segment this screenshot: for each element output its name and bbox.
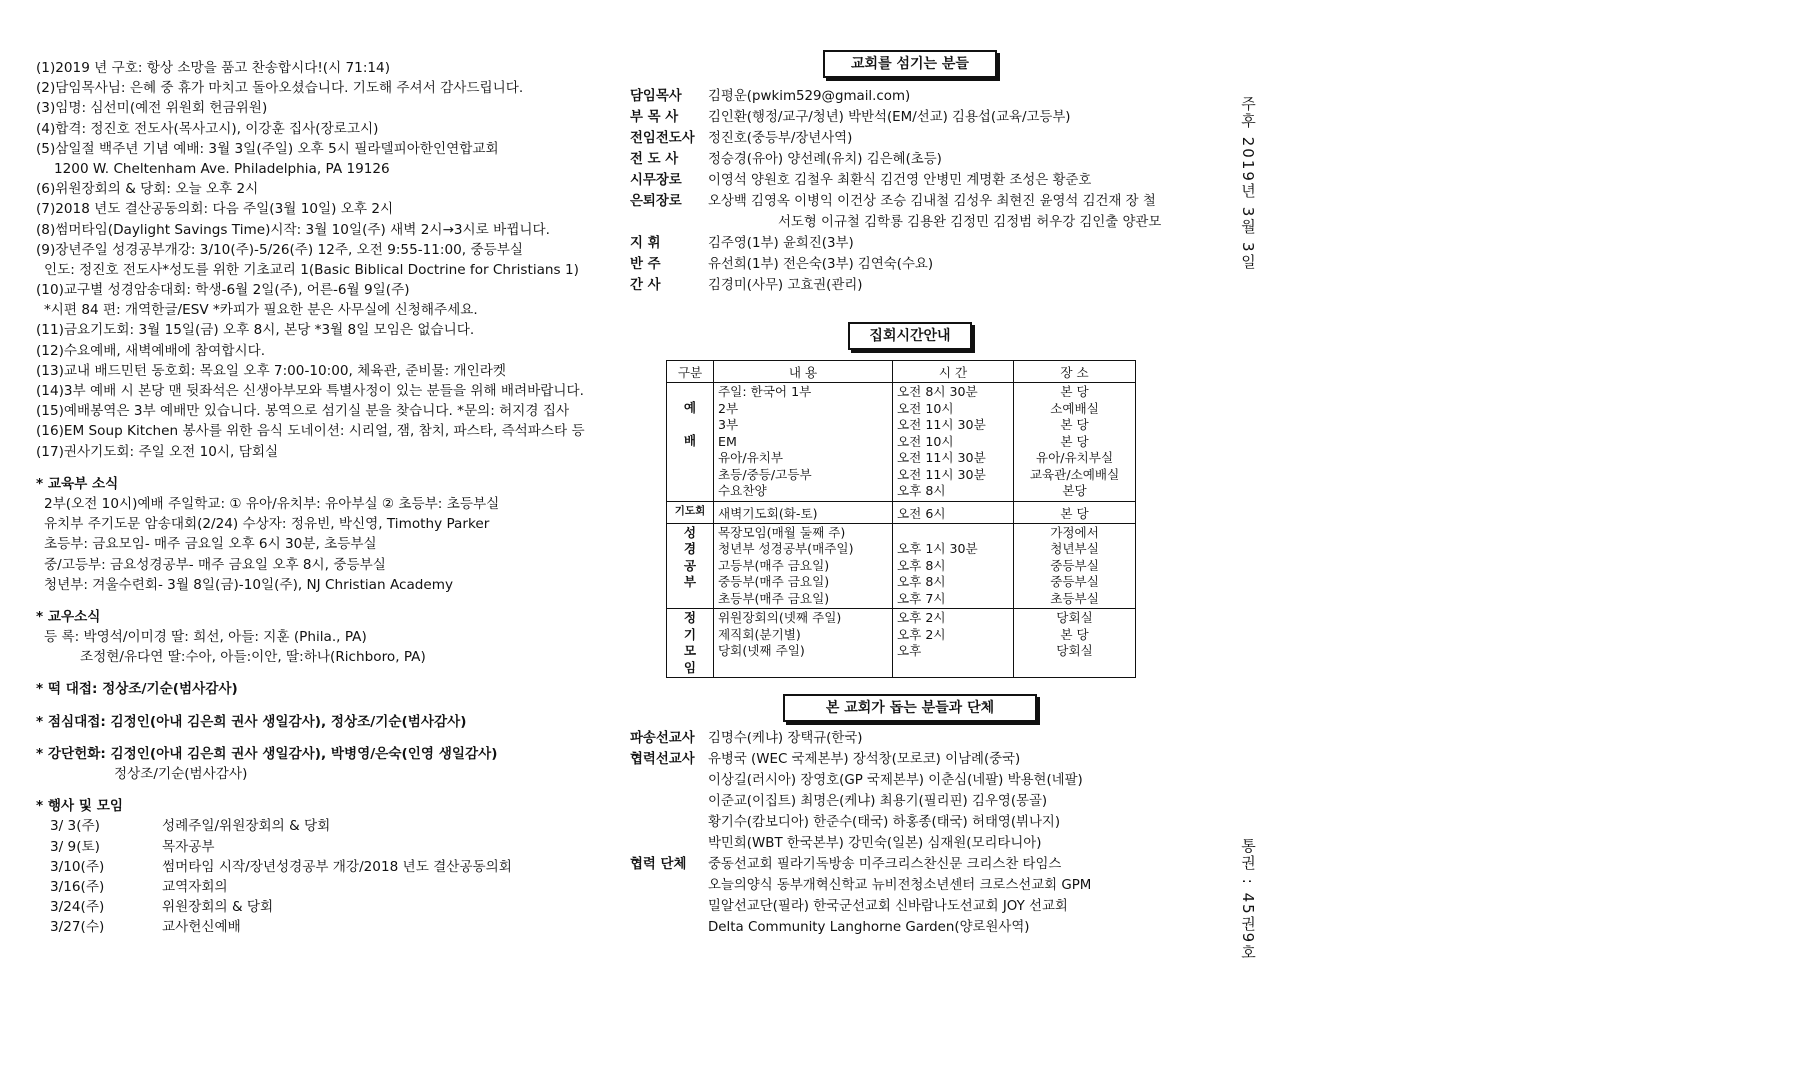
schedule-header-time: 시 간	[893, 361, 1014, 383]
education-item: 유치부 주기도문 암송대회(2/24) 수상자: 정유빈, 박신영, Timothy Parker	[44, 516, 490, 533]
study-content	[714, 523, 893, 609]
org-label	[630, 875, 708, 896]
worship-place-line: 본당	[1062, 483, 1087, 498]
coop-value: 이준교(이집트) 최명은(케냐) 최용기(필리핀) 김우영(몽골)	[708, 794, 1048, 809]
announcements-column	[36, 58, 616, 938]
events-heading: * 행사 및 모임	[36, 798, 123, 815]
event-date: 3/10(주)	[50, 858, 105, 875]
partner-orgs	[630, 854, 1190, 938]
education-item: 중/고등부: 금요성경공부- 매주 금요일 오후 8시, 중등부실	[44, 556, 386, 573]
missions-title: 본 교회가 돕는 분들과 단체	[783, 694, 1037, 722]
schedule-header-category: 구분	[667, 361, 714, 383]
org-row	[630, 875, 1190, 896]
schedule-regular-row	[667, 609, 1136, 678]
study-time-line	[897, 525, 1009, 542]
event-row	[36, 857, 616, 877]
education-heading: * 교육부 소식	[36, 475, 119, 492]
regular-content	[714, 609, 893, 678]
study-time-line: 오후 8시	[897, 574, 946, 589]
announcement-item: (9)장년주일 성경공부개강: 3/10(주)-5/26(주) 12주, 오전 9:55-11:00, 중등부실	[36, 241, 523, 258]
staff-label: 지 휘	[630, 236, 661, 251]
schedule-study-row	[667, 523, 1136, 609]
worship-line: 3부	[718, 417, 739, 432]
staff-value: 오상백 김영옥 이병익 이건상 조승 김내철 김성우 최현진 윤영석 김건재 장 철	[708, 194, 1156, 209]
worship-place-line: 본 당	[1060, 417, 1089, 432]
event-desc: 위원장회의 & 당회	[162, 899, 274, 916]
bulletin-date: 주후 2019년 3월 3일	[1239, 96, 1257, 271]
regular-line: 제직회(분기별)	[718, 626, 801, 642]
coop-label: 협력선교사	[630, 752, 695, 767]
study-category-char: 성	[683, 524, 697, 540]
event-row	[36, 837, 616, 857]
event-date: 3/16(주)	[50, 878, 105, 895]
altar-flowers-2: 정상조/기순(범사감사)	[114, 766, 248, 782]
prayer-place: 본 당	[1014, 501, 1136, 523]
coop-row	[630, 833, 1190, 854]
announcement-item: (12)수요예배, 새벽예배에 참여합시다.	[36, 342, 266, 359]
study-place-line: 가정에서	[1050, 524, 1099, 540]
members-registration-2: 조정현/유다연 딸:수아, 아들:이안, 딸:하나(Richboro, PA)	[80, 649, 426, 666]
org-value: Delta Community Langhorne Garden(양로원사역)	[708, 920, 1030, 935]
announcement-item: (5)삼일절 백주년 기념 예배: 3월 3일(주일) 오후 5시 필라델피아한인연합교회	[36, 140, 499, 157]
regular-place-line: 당회실	[1056, 643, 1093, 658]
staff-list-2	[630, 233, 1190, 296]
regular-time	[893, 609, 1014, 678]
regular-place	[1014, 609, 1136, 678]
bulletin-volume: 통권 : 45권9호	[1239, 838, 1257, 962]
announcement-item: (17)권사기도회: 주일 오전 10시, 담회실	[36, 443, 279, 460]
worship-time-line: 오전 8시 30분	[897, 384, 978, 399]
org-row	[630, 917, 1190, 938]
worship-time-line: 오전 11시 30분	[897, 417, 986, 432]
staff-label: 반 주	[630, 257, 661, 272]
staff-label: 부 목 사	[630, 110, 679, 125]
study-line: 고등부(매주 금요일)	[718, 557, 830, 573]
regular-time-line: 오후	[897, 643, 922, 658]
lunch-offering: * 점심대접: 김정인(아내 김은희 권사 생일감사), 정상조/기순(범사감사)	[36, 713, 467, 730]
worship-place	[1014, 383, 1136, 502]
staff-label: 간 사	[630, 278, 661, 293]
announcement-item: 인도: 정진호 전도사*성도를 위한 기초교리 1(Basic Biblical Doctrine for Christians 1)	[44, 261, 579, 278]
members-registration: 등 록: 박영석/이미경 딸: 희선, 아들: 지훈 (Phila., PA)	[44, 629, 367, 646]
schedule-worship-row	[667, 383, 1136, 502]
schedule-header-content: 내 용	[714, 361, 893, 383]
study-category	[667, 523, 714, 609]
staff-title: 교회를 섬기는 분들	[823, 50, 997, 78]
worship-place-line: 본 당	[1060, 433, 1089, 449]
announcement-item: (4)합격: 정진호 전도사(목사고시), 이강훈 집사(장로고시)	[36, 120, 379, 137]
staff-row	[630, 233, 1190, 254]
prayer-category: 기도회	[667, 501, 714, 523]
study-place-line: 중등부실	[1050, 574, 1099, 589]
event-desc: 성례주일/위원장회의 & 당회	[162, 818, 331, 835]
event-row	[36, 816, 616, 836]
schedule-table	[666, 360, 1136, 678]
staff-row	[630, 86, 1190, 107]
sent-value: 김명수(케냐) 장택규(한국)	[708, 731, 863, 746]
staff-label: 전임전도사	[630, 131, 695, 146]
regular-place-line: 당회실	[1056, 610, 1093, 625]
event-row	[36, 897, 616, 917]
staff-row	[630, 170, 1190, 191]
regular-category-char: 정	[683, 610, 697, 625]
announcement-item: (2)담임목사님: 은혜 중 휴가 마치고 돌아오셨습니다. 기도해 주셔서 감사드립니다.	[36, 80, 524, 97]
staff-value: 정승경(유아) 양선례(유치) 김은혜(초등)	[708, 152, 942, 167]
worship-time-line: 오전 11시 30분	[897, 450, 986, 465]
coop-label	[630, 791, 708, 812]
event-date: 3/ 3(주)	[50, 818, 100, 835]
study-category-char: 부	[683, 574, 697, 589]
org-value: 중동선교회 필라기독방송 미주크리스찬신문 크리스찬 타임스	[708, 857, 1062, 872]
event-desc: 목자공부	[162, 838, 215, 855]
study-time	[893, 523, 1014, 609]
staff-row	[630, 128, 1190, 149]
worship-time-line: 오전 10시	[897, 400, 954, 416]
schedule-header-place: 장 소	[1014, 361, 1136, 383]
coop-row	[630, 770, 1190, 791]
coop-value: 박민희(WBT 한국본부) 강민숙(일본) 심재원(모리타니아)	[708, 836, 1042, 851]
regular-place-line: 본 당	[1060, 626, 1089, 642]
staff-row	[630, 191, 1190, 212]
worship-line: 수요찬양	[718, 483, 767, 498]
org-label: 협력 단체	[630, 857, 687, 872]
regular-category-char: 기	[683, 626, 697, 642]
staff-value: 김경미(사무) 고효권(관리)	[708, 278, 863, 293]
announcement-item: (11)금요기도회: 3월 15일(금) 오후 8시, 본당 *3월 8일 모임은 없습니다.	[36, 322, 475, 339]
worship-place-line: 본 당	[1060, 384, 1089, 399]
worship-content	[714, 383, 893, 502]
announcement-item: (15)예배봉역은 3부 예배만 있습니다. 봉역으로 섬기실 분을 찾습니다. *문의: 허지경 집사	[36, 403, 570, 420]
announcement-item: 1200 W. Cheltenham Ave. Philadelphia, PA 19126	[54, 160, 390, 177]
education-list	[36, 494, 616, 595]
staff-value: 김인환(행정/교구/청년) 박반석(EM/선교) 김용섭(교육/고등부)	[708, 110, 1071, 125]
worship-time-line: 오후 8시	[897, 483, 946, 498]
staff-value: 유선희(1부) 전은숙(3부) 김연숙(수요)	[708, 257, 934, 272]
staff-row	[630, 107, 1190, 128]
prayer-time: 오전 6시	[893, 501, 1014, 523]
sent-label: 파송선교사	[630, 731, 695, 746]
event-date: 3/27(수)	[50, 919, 105, 936]
study-line: 초등부(매주 금요일)	[718, 590, 830, 606]
study-category-char: 경	[683, 541, 697, 556]
study-place-line: 청년부실	[1050, 541, 1099, 556]
ricecake-offering: * 떡 대접: 정상조/기순(범사감사)	[36, 681, 238, 698]
staff-value: 정진호(중등부/장년사역)	[708, 131, 853, 146]
announcement-item: (8)썸머타임(Daylight Savings Time)시작: 3월 10일(주) 새벽 2시→3시로 바뀝니다.	[36, 221, 550, 238]
worship-line: 초등/중등/고등부	[718, 466, 812, 482]
staff-label: 은퇴장로	[630, 194, 682, 209]
education-item: 청년부: 겨울수련회- 3월 8일(금)-10일(주), NJ Christian Academy	[44, 576, 454, 593]
prayer-content: 새벽기도회(화-토)	[714, 501, 893, 523]
staff-row	[630, 149, 1190, 170]
worship-category: 예 배	[667, 383, 714, 502]
announcement-item: *시편 84 편: 개역한글/ESV *카피가 필요한 분은 사무실에 신청해주세요.	[44, 302, 478, 319]
study-time-line: 오후 8시	[897, 557, 946, 573]
event-date: 3/ 9(토)	[50, 838, 100, 855]
worship-line: EM	[718, 433, 737, 449]
worship-time-line: 오전 10시	[897, 433, 954, 449]
event-row	[36, 877, 616, 897]
staff-value: 이영석 양원호 김철우 최환식 김건영 안병민 계명환 조성은 황준호	[708, 173, 1092, 188]
regular-category-char: 모	[683, 643, 697, 658]
staff-label: 시무장로	[630, 173, 682, 188]
coop-value: 황기수(캄보디아) 한준수(태국) 하홍종(태국) 허태영(뷔나지)	[708, 815, 1061, 830]
study-line: 목장모임(매월 둘째 주)	[718, 524, 846, 540]
worship-place-line: 소예배실	[1050, 400, 1099, 416]
study-line: 청년부 성경공부(매주일)	[718, 541, 854, 556]
study-line: 중등부(매주 금요일)	[718, 574, 830, 589]
regular-line: 당회(넷째 주일)	[718, 643, 805, 658]
announcement-item: (13)교내 배드민턴 동호회: 목요일 오후 7:00-10:00, 체육관, 준비물: 개인라켓	[36, 362, 507, 379]
coop-missionaries	[630, 749, 1190, 854]
regular-category-char: 임	[683, 659, 697, 675]
worship-time-line: 오전 11시 30분	[897, 466, 986, 482]
altar-flowers: * 강단헌화: 김정인(아내 김은희 권사 생일감사), 박병영/은숙(인영 생일감사)	[36, 745, 498, 762]
schedule-title: 집회시간안내	[848, 322, 972, 350]
worship-line: 2부	[718, 400, 739, 416]
announcement-item: (6)위원장회의 & 당회: 오늘 오후 2시	[36, 181, 259, 198]
coop-label	[630, 812, 708, 833]
education-item: 초등부: 금요모임- 매주 금요일 오후 6시 30분, 초등부실	[44, 536, 377, 553]
members-heading: * 교우소식	[36, 608, 101, 625]
church-info-column	[630, 50, 1190, 938]
sent-missionaries	[630, 728, 1190, 749]
study-category-char: 공	[683, 557, 697, 573]
worship-time	[893, 383, 1014, 502]
org-label	[630, 896, 708, 917]
staff-label: 담임목사	[630, 89, 682, 104]
announcement-item: (14)3부 예배 시 본당 맨 뒷좌석은 신생아부모와 특별사정이 있는 분들을 위해 배려바랍니다.	[36, 383, 585, 399]
regular-time-line: 오후 2시	[897, 626, 946, 642]
study-time-line: 오후 7시	[897, 590, 946, 606]
announcement-item: (16)EM Soup Kitchen 봉사를 위한 음식 도네이션: 시리얼, 잼, 참치, 파스타, 즉석파스타 등	[36, 423, 585, 440]
worship-line: 주일: 한국어 1부	[718, 384, 812, 399]
org-value: 밀알선교단(필라) 한국군선교회 신바람나도선교회 JOY 선교회	[708, 899, 1068, 914]
announcement-item: (10)교구별 성경암송대회: 학생-6월 2일(주), 어른-6월 9일(주)	[36, 282, 410, 299]
announcement-list	[36, 58, 616, 462]
staff-value: 김평운(pwkim529@gmail.com)	[708, 89, 911, 104]
regular-category	[667, 609, 714, 678]
coop-row	[630, 812, 1190, 833]
study-place-line: 중등부실	[1050, 557, 1099, 573]
coop-label	[630, 833, 708, 854]
org-label	[630, 917, 708, 938]
retired-elders-cont: 서도형 이규철 김학룡 김용완 김정민 김정범 허우강 김인출 양관모	[778, 215, 1162, 230]
event-date: 3/24(주)	[50, 899, 105, 916]
event-desc: 교역자회의	[162, 878, 228, 895]
staff-list	[630, 86, 1190, 212]
org-row	[630, 896, 1190, 917]
org-value: 오늘의양식 동부개혁신학교 뉴비전청소년센터 크로스선교회 GPM	[708, 878, 1092, 893]
coop-value: 유병국 (WEC 국제본부) 장석창(모로코) 이남례(중국)	[708, 752, 1021, 767]
announcement-item: (7)2018 년도 결산공동의회: 다음 주일(3월 10일) 오후 2시	[36, 201, 394, 218]
event-row	[36, 917, 616, 937]
worship-place-line: 교육관/소예배실	[1029, 466, 1120, 482]
regular-time-line: 오후 2시	[897, 610, 946, 625]
coop-label	[630, 770, 708, 791]
staff-label: 전 도 사	[630, 152, 679, 167]
staff-value: 김주영(1부) 윤희진(3부)	[708, 236, 854, 251]
org-row	[630, 854, 1190, 875]
announcement-item: (1)2019 년 구호: 항상 소망을 품고 찬송합시다!(시 71:14)	[36, 60, 391, 76]
worship-place-line: 유아/유치부실	[1035, 450, 1114, 465]
study-place-line: 초등부실	[1050, 590, 1099, 606]
regular-line: 위원장회의(넷째 주일)	[718, 610, 842, 625]
coop-value: 이상길(러시아) 장영호(GP 국제본부) 이춘심(네팔) 박용현(네팔)	[708, 773, 1083, 788]
coop-row	[630, 791, 1190, 812]
coop-row	[630, 749, 1190, 770]
event-desc: 교사헌신예배	[162, 919, 241, 936]
study-time-line: 오후 1시 30분	[897, 541, 978, 556]
staff-row	[630, 275, 1190, 296]
study-place	[1014, 523, 1136, 609]
schedule-prayer-row	[667, 501, 1136, 523]
event-desc: 썸머타임 시작/장년성경공부 개강/2018 년도 결산공동의회	[162, 858, 512, 875]
event-list	[36, 816, 616, 937]
schedule-header-row	[667, 361, 1136, 383]
staff-row	[630, 254, 1190, 275]
worship-line: 유아/유치부	[718, 450, 784, 465]
announcement-item: (3)임명: 심선미(예전 위원회 헌금위원)	[36, 100, 268, 117]
education-item: 2부(오전 10시)예배 주일학교: ① 유아/유치부: 유아부실 ② 초등부: 초등부실	[44, 495, 500, 512]
